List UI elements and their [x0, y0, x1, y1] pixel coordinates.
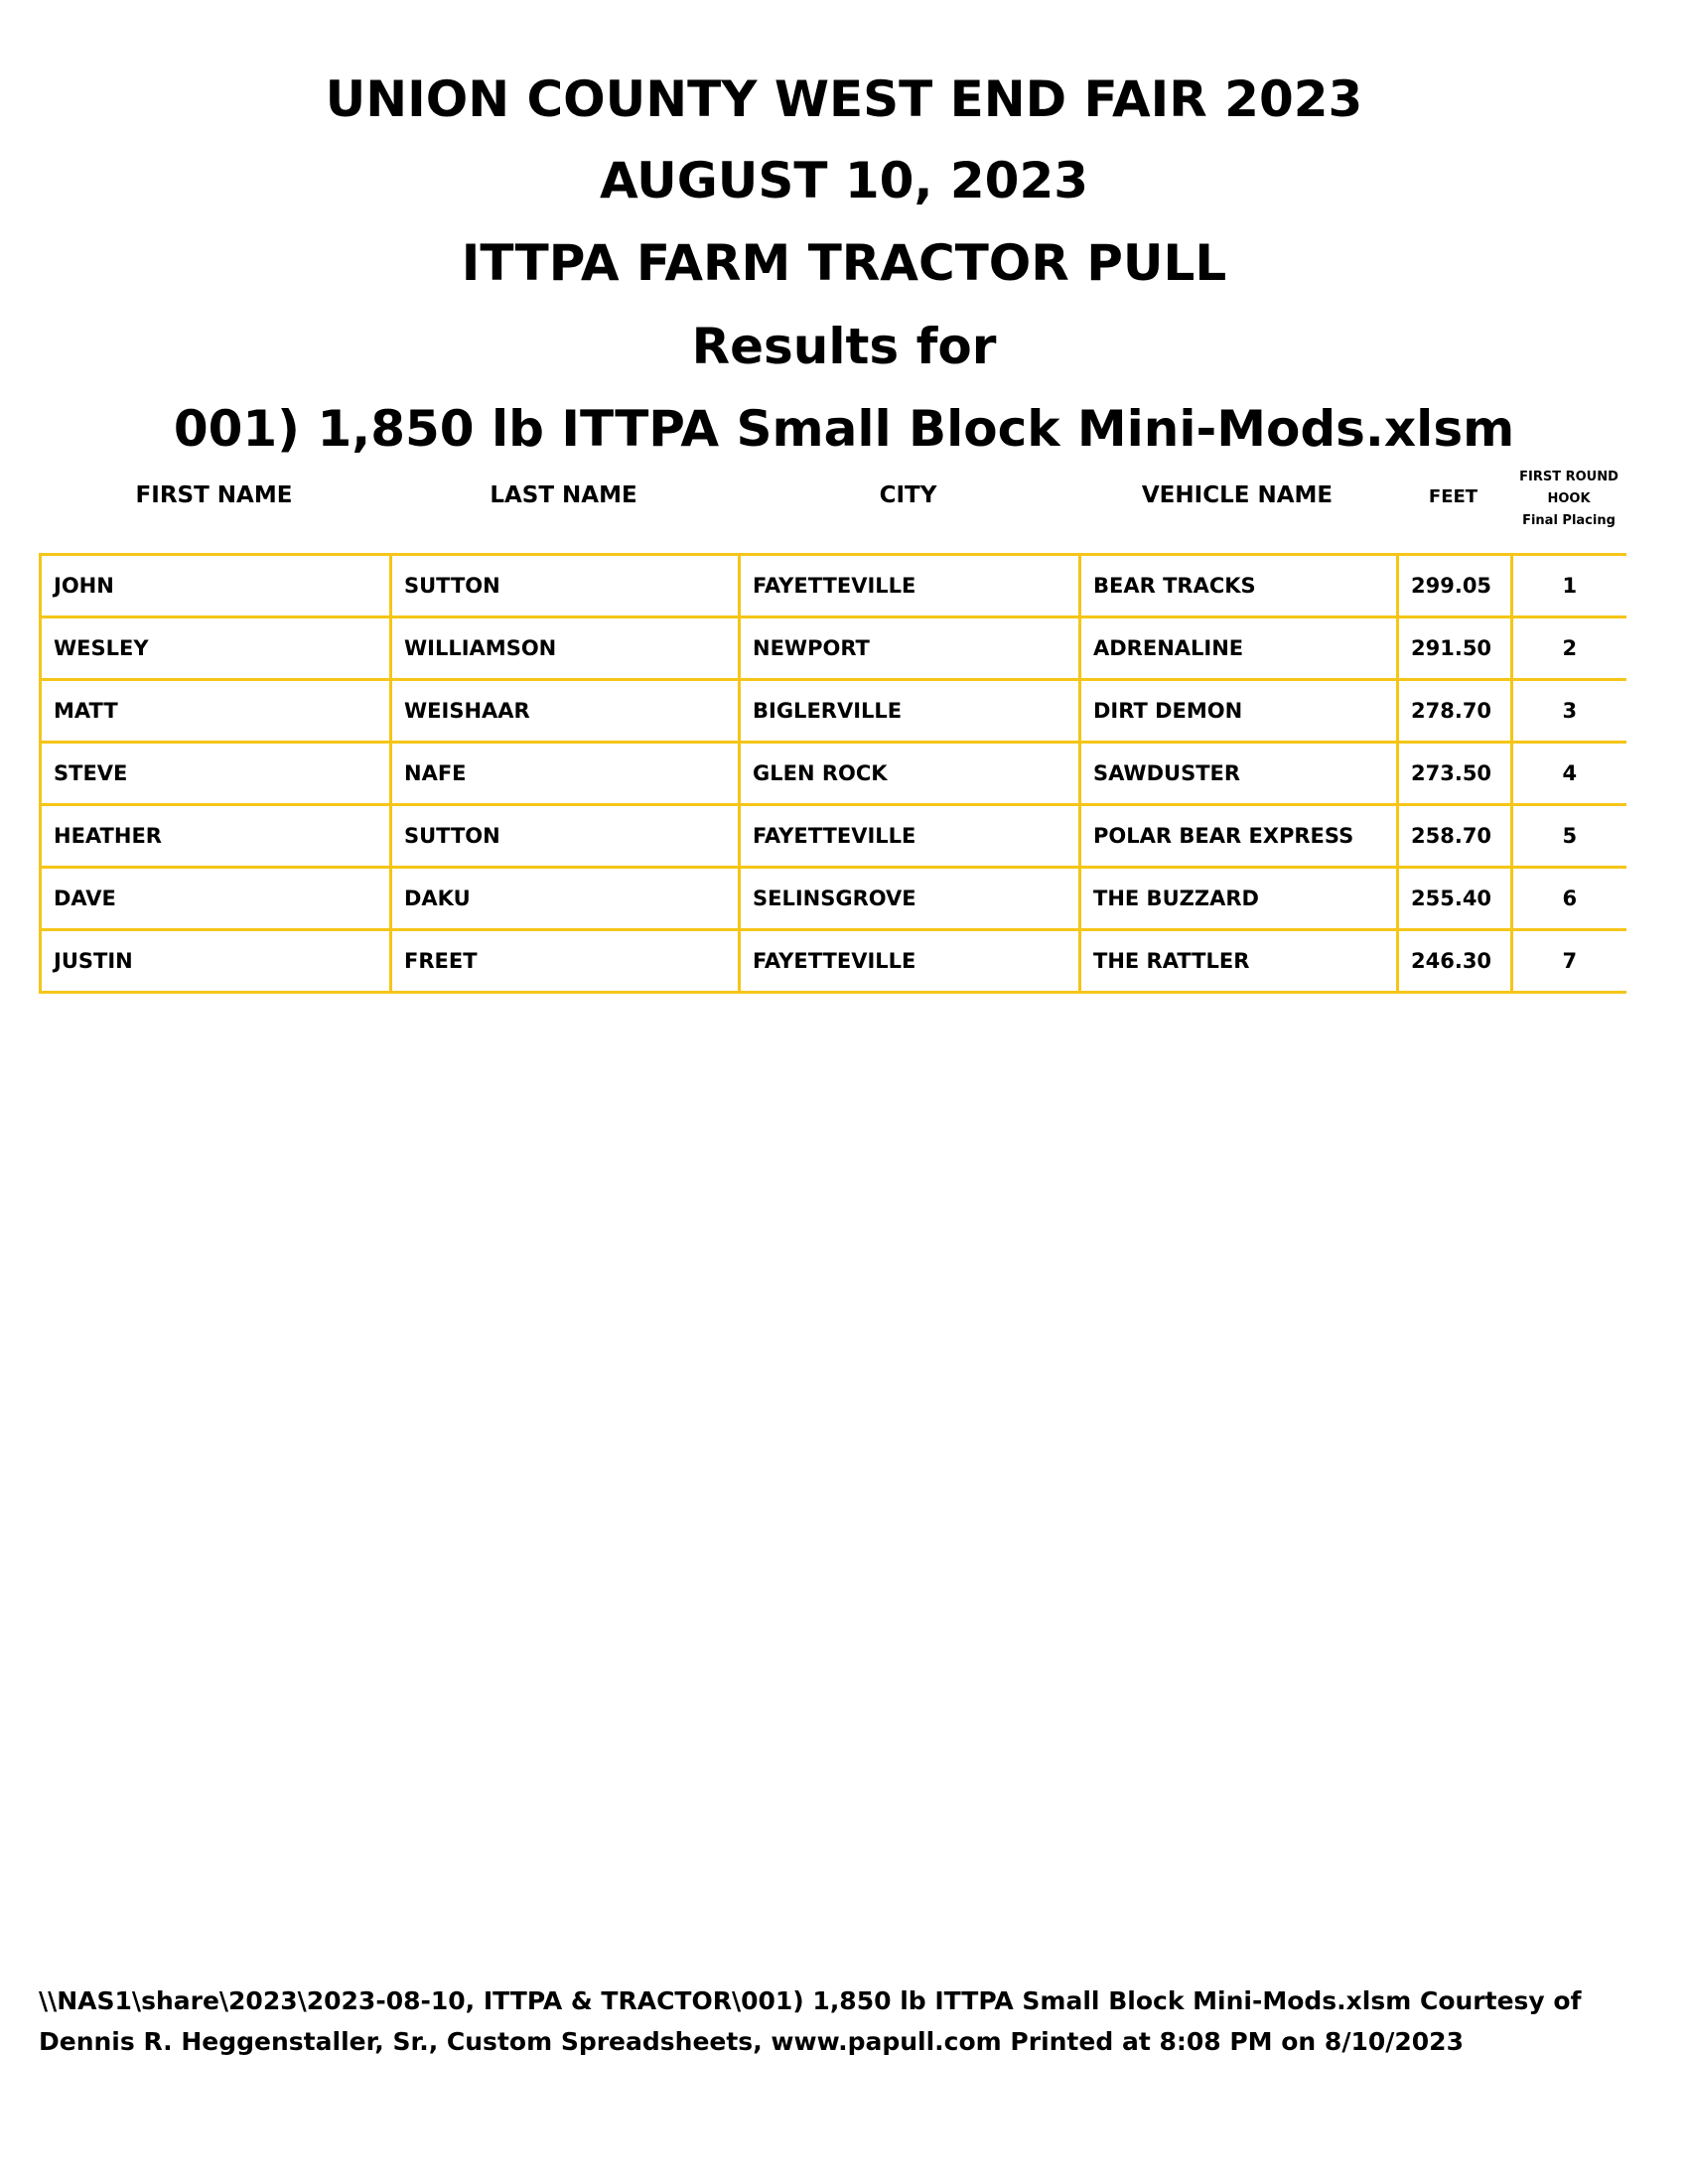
feet-cell: 246.30: [1398, 930, 1512, 993]
placing-cell: 1: [1512, 555, 1626, 617]
first-name-cell: MATT: [41, 680, 391, 743]
first-name-cell: JUSTIN: [41, 930, 391, 993]
placing-cell: 3: [1512, 680, 1626, 743]
last-name-cell: NAFE: [391, 743, 740, 805]
city-cell: BIGLERVILLE: [740, 680, 1080, 743]
first-name-cell: STEVE: [41, 743, 391, 805]
col-city: CITY: [879, 482, 937, 508]
col-vehicle-name: VEHICLE NAME: [1141, 482, 1334, 508]
class-name: 001) 1,850 lb ITTPA Small Block Mini-Mods.xlsm: [173, 400, 1515, 458]
table-row: [41, 930, 1626, 993]
table-row: [41, 743, 1626, 805]
col-final-placing: [1510, 467, 1627, 532]
vehicle-name-cell: THE RATTLER: [1080, 930, 1398, 993]
placing-header-line: FIRST ROUND: [1519, 470, 1618, 484]
city-cell: FAYETTEVILLE: [740, 805, 1080, 868]
first-name-cell: JOHN: [41, 555, 391, 617]
vehicle-name-cell: THE BUZZARD: [1080, 868, 1398, 930]
feet-cell: 299.05: [1398, 555, 1512, 617]
vehicle-name-cell: SAWDUSTER: [1080, 743, 1398, 805]
feet-cell: 291.50: [1398, 617, 1512, 680]
feet-cell: 278.70: [1398, 680, 1512, 743]
city-cell: FAYETTEVILLE: [740, 930, 1080, 993]
placing-cell: 4: [1512, 743, 1626, 805]
first-name-cell: DAVE: [41, 868, 391, 930]
event-date: AUGUST 10, 2023: [599, 152, 1089, 209]
feet-cell: 273.50: [1398, 743, 1512, 805]
vehicle-name-cell: POLAR BEAR EXPRESS: [1080, 805, 1398, 868]
footer-note: \\NAS1\share\2023\2023-08-10, ITTPA & TRACTOR\001) 1,850 lb ITTPA Small Block Mini-Mods.xlsm Courtesy of Dennis R. Heggenstaller, Sr., Custom Spreadsheets, www.papull.com Printed at 8:08 PM on 8/10/2023: [39, 1986, 1582, 2056]
last-name-cell: SUTTON: [391, 555, 740, 617]
city-cell: SELINSGROVE: [740, 868, 1080, 930]
vehicle-name-cell: DIRT DEMON: [1080, 680, 1398, 743]
last-name-cell: FREET: [391, 930, 740, 993]
city-cell: FAYETTEVILLE: [740, 555, 1080, 617]
city-cell: GLEN ROCK: [740, 743, 1080, 805]
city-cell: NEWPORT: [740, 617, 1080, 680]
table-row: [41, 555, 1626, 617]
table-row: [41, 617, 1626, 680]
placing-cell: 2: [1512, 617, 1626, 680]
results-table: [39, 553, 1626, 994]
first-name-cell: WESLEY: [41, 617, 391, 680]
col-first-name: FIRST NAME: [135, 482, 293, 508]
last-name-cell: SUTTON: [391, 805, 740, 868]
table-row: [41, 680, 1626, 743]
last-name-cell: DAKU: [391, 868, 740, 930]
results-for-label: Results for: [691, 318, 997, 375]
feet-cell: 255.40: [1398, 868, 1512, 930]
feet-cell: 258.70: [1398, 805, 1512, 868]
placing-cell: 5: [1512, 805, 1626, 868]
vehicle-name-cell: ADRENALINE: [1080, 617, 1398, 680]
last-name-cell: WILLIAMSON: [391, 617, 740, 680]
placing-cell: 6: [1512, 868, 1626, 930]
placing-header-line: HOOK: [1547, 491, 1591, 506]
table-row: [41, 805, 1626, 868]
event-name: ITTPA FARM TRACTOR PULL: [461, 234, 1227, 292]
table-row: [41, 868, 1626, 930]
last-name-cell: WEISHAAR: [391, 680, 740, 743]
col-last-name: LAST NAME: [490, 482, 637, 508]
vehicle-name-cell: BEAR TRACKS: [1080, 555, 1398, 617]
col-feet: FEET: [1428, 486, 1478, 507]
placing-cell: 7: [1512, 930, 1626, 993]
first-name-cell: HEATHER: [41, 805, 391, 868]
event-title: UNION COUNTY WEST END FAIR 2023: [325, 70, 1363, 128]
placing-header-line: Final Placing: [1522, 513, 1616, 528]
